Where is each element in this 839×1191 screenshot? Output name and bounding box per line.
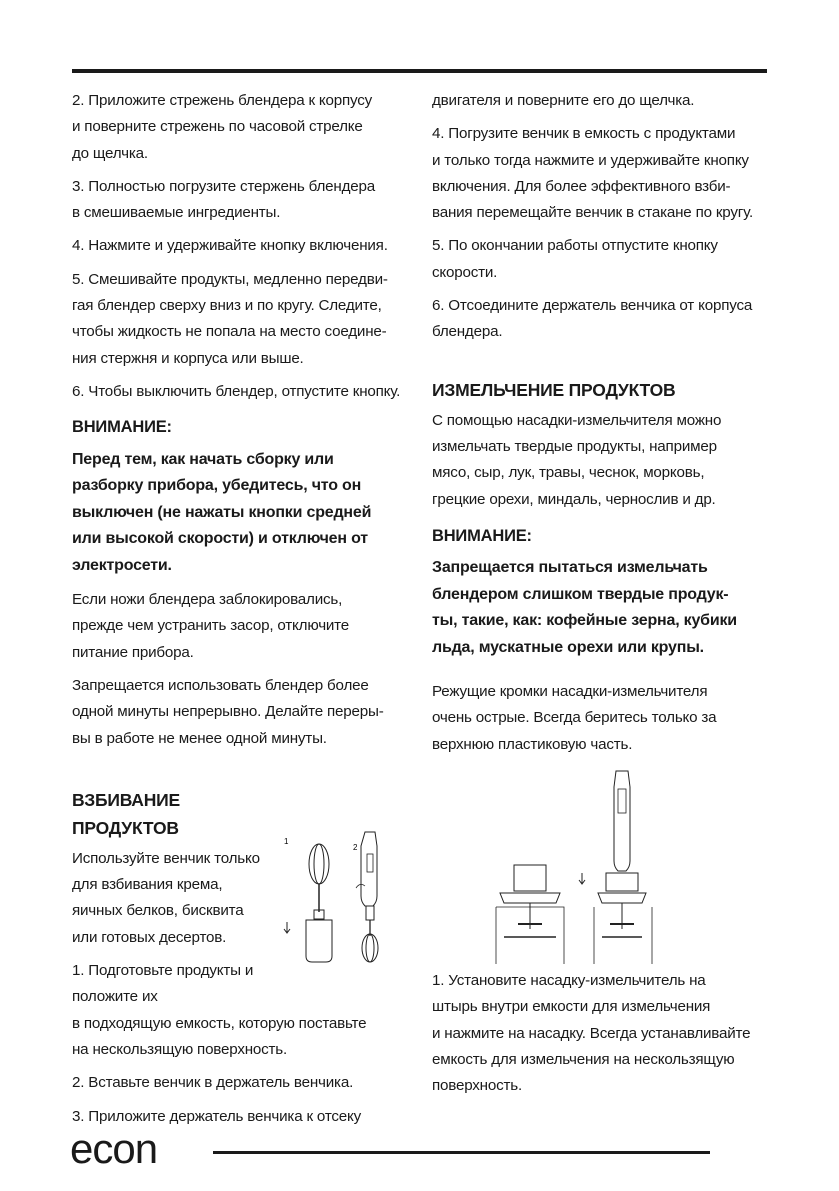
blades-note: Режущие кромки насадки-измельчителя очень острые. Всегда беритесь только за верхнюю пластиковую часть.	[432, 683, 717, 753]
whisking-intro: Используйте венчик только для взбивания крема, яичных белков, бисквита или готовых десертов.	[72, 849, 260, 946]
whisk-step-5: 5. По окончании работы отпустите кнопку скорости.	[432, 237, 718, 281]
chopping-heading: ИЗМЕЛЬЧЕНИЕ ПРОДУКТОВ	[432, 379, 676, 400]
figure-label-2: 2	[353, 842, 358, 852]
blender-step-2: 2. Приложите стрежень блендера к корпусу и поверните стрежень по часовой стрелке до щелчка.	[72, 92, 373, 162]
blender-step-6: 6. Чтобы выключить блендер, отпустите кнопку.	[72, 382, 401, 400]
right-column	[432, 88, 772, 1107]
warning-heading: ВНИМАНИЕ:	[72, 418, 172, 437]
blender-step-4: 4. Нажмите и удерживайте кнопку включения.	[72, 237, 388, 255]
footer-rule	[213, 1151, 710, 1154]
whisking-step-2: 2. Вставьте венчик в держатель венчика.	[72, 1074, 354, 1092]
blocked-knives-note: Если ножи блендера заблокировались, прежде чем устранить засор, отключите питание прибора.	[72, 591, 350, 661]
left-column	[72, 88, 412, 1137]
chopping-intro: С помощью насадки-измельчителя можно измельчать твердые продукты, например мясо, сыр, лук, травы, чеснок, морковь, грецкие орехи, миндаль, чернослив и др.	[432, 411, 722, 508]
whisking-step-3: 3. Приложите держатель венчика к отсеку	[72, 1107, 362, 1125]
whisk-step-6: 6. Отсоедините держатель венчика от корпуса блендера.	[432, 297, 753, 341]
top-rule	[72, 69, 767, 73]
chopping-step-1: 1. Установите насадку-измельчитель на штырь внутри емкости для измельчения и нажмите на насадку. Всегда устанавливайте емкость для измельчения на нескользящую поверхность.	[432, 972, 751, 1095]
whisk-assembly-illustration	[277, 830, 397, 975]
whisking-heading: ВЗБИВАНИЕ ПРОДУКТОВ	[72, 789, 181, 838]
whisking-step-1b: в подходящую емкость, которую поставьте на нескользящую поверхность.	[72, 1014, 367, 1058]
chopping-warning-heading: ВНИМАНИЕ:	[432, 526, 532, 545]
continuous-use-note: Запрещается использовать блендер более одной минуты непрерывно. Делайте переры- вы в работе не менее одной минуты.	[72, 676, 384, 747]
blender-step-3: 3. Полностью погрузите стержень блендера в смешиваемые ингредиенты.	[72, 177, 375, 222]
warning-text: Перед тем, как начать сборку или разборку прибора, убедитесь, что он выключен (не нажаты кнопки средней или высокой скорости) и отключен от электросети.	[72, 450, 372, 574]
chopper-figure	[432, 765, 772, 968]
chopper-assembly-illustration	[490, 769, 670, 964]
whisk-step-3-continued: двигателя и поверните его до щелчка.	[432, 92, 695, 109]
whisk-step-4: 4. Погрузите венчик в емкость с продуктами и только тогда нажмите и удерживайте кнопку включения. Для более эффективного взби- вания перемещайте венчик в стакане по кругу.	[432, 125, 754, 222]
chopping-warning-text: Запрещается пытаться измельчать блендером слишком твердые продук- ты, такие, как: кофейные зерна, кубики льда, мускатные орехи или крупы.	[432, 559, 737, 656]
econ-logo	[70, 1130, 195, 1170]
blender-step-5: 5. Смешивайте продукты, медленно передви- гая блендер сверху вниз и по кругу. Следите, чтобы жидкость не попала на место соедине- ния стержня и корпуса или выше.	[72, 270, 388, 367]
whisking-step-1a: 1. Подготовьте продукты и положите их	[72, 962, 254, 1006]
figure-label-1: 1	[284, 836, 289, 846]
svg-text:econ: econ	[70, 1130, 158, 1170]
